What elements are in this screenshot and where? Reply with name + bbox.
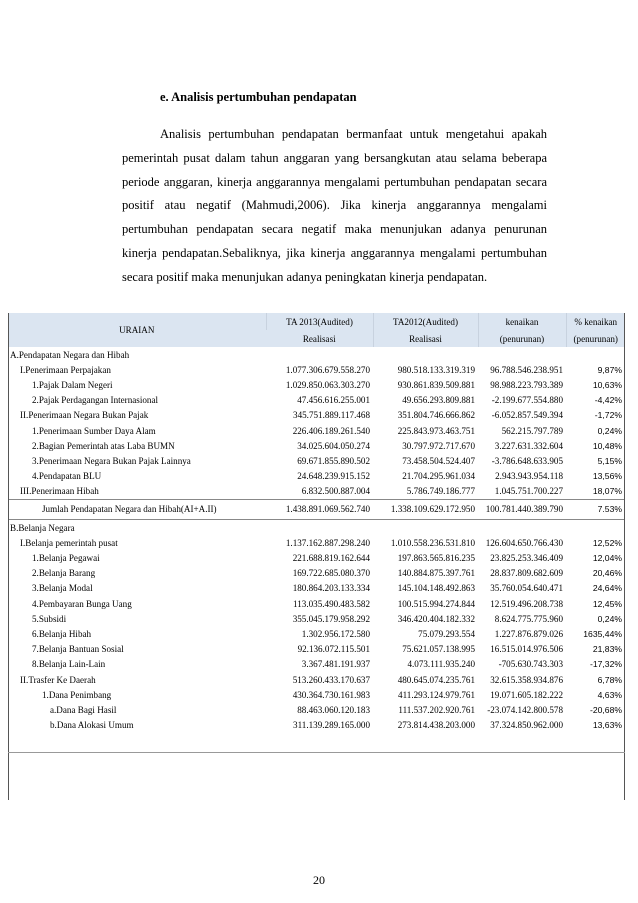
cell-pct: 12,45% xyxy=(592,598,622,609)
paragraph-text: Analisis pertumbuhan pendapatan bermanfaat untuk mengetahui apakah pemerintah pusat dalam tahun anggaran yang bersangkutan atau selama beberapa periode anggaran, kinerja anggarannya mengalami pertumbuhan pendapatan secara positif atau negatif (Mahmudi,2006). Jika kinerja anggarannya mengalami pertumbuhan pendapatan secara negatif maka menunjukan adanya penurunan kinerja pendapatan.Sebaliknya, jika kinerja anggarannya mengalami pertumbuhan secara positif maka menunjukan adanya peningkatan kinerja pendapatan. xyxy=(122,127,547,284)
header-kenaikan-sub: (penurunan) xyxy=(478,330,566,347)
header-pct-sub: (penurunan) xyxy=(566,330,625,347)
cell-pct: 1635,44% xyxy=(583,628,622,639)
row-label: 2.Pajak Perdagangan Internasional xyxy=(32,395,159,406)
cell-pct: 12,04% xyxy=(592,553,622,564)
cell-ta2013 xyxy=(266,347,373,362)
cell-ta2012: 1.338.109.629.172.950 xyxy=(373,499,478,519)
cell-kenaikan: 23.825.253.346.409 xyxy=(490,553,563,564)
cell-pct: 6,78% xyxy=(597,674,622,685)
cell-pct: 7.53% xyxy=(566,499,625,519)
cell-ta2012: 140.884.875.397.761 xyxy=(397,568,475,579)
table-frame-right xyxy=(624,313,625,800)
table-row xyxy=(8,550,625,565)
cell-ta2013: 226.406.189.261.540 xyxy=(292,425,370,436)
row-label: III.Penerimaan Hibah xyxy=(20,486,99,497)
cell-ta2013: 1.077.306.679.558.270 xyxy=(285,364,370,375)
cell-kenaikan: 19.071.605.182.222 xyxy=(490,689,563,700)
cell-kenaikan: -23.074.142.800.578 xyxy=(487,704,563,715)
cell-ta2013: 1.302.956.172.580 xyxy=(301,628,370,639)
row-label: 5.Subsidi xyxy=(32,613,67,624)
cell-ta2012: 145.104.148.492.863 xyxy=(397,583,475,594)
section-heading: e. Analisis pertumbuhan pendapatan xyxy=(160,90,357,104)
header-ta2013: TA 2013(Audited) xyxy=(266,313,373,330)
cell-ta2012: 351.804.746.666.862 xyxy=(397,410,475,421)
cell-kenaikan: 37.324.850.962.000 xyxy=(490,720,563,731)
cell-pct: 0,24% xyxy=(597,613,622,624)
cell-kenaikan: 562.215.797.789 xyxy=(501,425,563,436)
table-row xyxy=(8,596,625,611)
cell-ta2013: 180.864.203.133.334 xyxy=(292,583,370,594)
cell-ta2012: 30.797.972.717.670 xyxy=(402,440,475,451)
cell-ta2013: 113.035.490.483.582 xyxy=(293,598,370,609)
row-label: 2.Bagian Pemerintah atas Laba BUMN xyxy=(32,440,175,451)
cell-ta2013: 311.139.289.165.000 xyxy=(293,720,370,731)
table-frame-left xyxy=(8,313,9,800)
row-label: 1.Belanja Pegawai xyxy=(32,553,100,564)
row-label: 3.Penerimaan Negara Bukan Pajak Lainnya xyxy=(32,455,191,466)
header-ta2013-sub: Realisasi xyxy=(266,330,373,347)
cell-ta2012: 5.786.749.186.777 xyxy=(406,486,475,497)
body-paragraph xyxy=(122,123,547,290)
cell-pct xyxy=(566,347,625,362)
cell-kenaikan: 12.519.496.208.738 xyxy=(490,598,563,609)
table-row xyxy=(8,611,625,626)
cell-ta2013: 1.137.162.887.298.240 xyxy=(285,537,370,548)
cell-kenaikan: 126.604.650.766.430 xyxy=(485,537,563,548)
cell-ta2012: 197.863.565.816.235 xyxy=(397,553,475,564)
table-header xyxy=(8,313,625,347)
cell-ta2012: 1.010.558.236.531.810 xyxy=(390,537,475,548)
cell-ta2012: 100.515.994.274.844 xyxy=(397,598,475,609)
table-row xyxy=(8,520,625,536)
table-row xyxy=(8,469,625,484)
table-row xyxy=(8,377,625,392)
cell-kenaikan: -705.630.743.303 xyxy=(498,659,563,670)
cell-ta2012: 273.814.438.203.000 xyxy=(397,720,475,731)
cell-ta2013: 34.025.604.050.274 xyxy=(297,440,370,451)
table-row xyxy=(8,642,625,657)
cell-ta2013: 221.688.819.162.644 xyxy=(292,553,370,564)
table-row xyxy=(8,499,625,519)
cell-kenaikan: -3.786.648.633.905 xyxy=(491,455,563,466)
cell-pct: 13,56% xyxy=(592,471,622,482)
table-row xyxy=(8,408,625,423)
cell-ta2013: 345.751.889.117.468 xyxy=(293,410,370,421)
cell-pct: 0,24% xyxy=(597,425,622,436)
cell-pct: 12,52% xyxy=(592,537,622,548)
table-row xyxy=(8,347,625,362)
header-ta2012: TA2012(Audited) xyxy=(373,313,478,330)
cell-ta2013: 430.364.730.161.983 xyxy=(292,689,370,700)
cell-pct: -20,68% xyxy=(589,704,622,715)
cell-ta2013: 88.463.060.120.183 xyxy=(297,704,370,715)
row-label: 8.Belanja Lain-Lain xyxy=(32,659,106,670)
cell-kenaikan: 98.988.223.793.389 xyxy=(490,379,563,390)
table-row xyxy=(8,453,625,468)
cell-pct: 18,07% xyxy=(592,486,622,497)
cell-kenaikan: -2.199.677.554.880 xyxy=(491,395,563,406)
row-label: 2.Belanja Barang xyxy=(32,568,96,579)
table-row xyxy=(8,581,625,596)
cell-ta2013: 1.438.891.069.562.740 xyxy=(266,499,373,519)
revenue-growth-table xyxy=(8,313,625,733)
row-label: 4.Pembayaran Bunga Uang xyxy=(32,598,132,609)
cell-ta2013: 1.029.850.063.303.270 xyxy=(285,379,370,390)
cell-ta2012: 4.073.111.935.240 xyxy=(407,659,475,670)
row-label: 1.Dana Penimbang xyxy=(42,689,112,700)
cell-pct: 24,64% xyxy=(592,583,622,594)
table-row xyxy=(8,484,625,500)
cell-ta2013: 69.671.855.890.502 xyxy=(297,455,370,466)
cell-pct: 5,15% xyxy=(597,455,622,466)
cell-kenaikan: 96.788.546.238.951 xyxy=(490,364,563,375)
table-row xyxy=(8,535,625,550)
table-row xyxy=(8,393,625,408)
cell-kenaikan: 32.615.358.934.876 xyxy=(490,674,563,685)
cell-kenaikan: 28.837.809.682.609 xyxy=(490,568,563,579)
row-label: I.Penerimaan Perpajakan xyxy=(20,364,111,375)
cell-pct: 4,63% xyxy=(597,689,622,700)
cell-ta2013: 24.648.239.915.152 xyxy=(297,471,370,482)
page-number: 20 xyxy=(313,873,325,887)
header-pct: % kenaikan xyxy=(566,313,625,330)
table-row xyxy=(8,438,625,453)
cell-kenaikan: 100.781.440.389.790 xyxy=(478,499,566,519)
table-row xyxy=(8,687,625,702)
table-row xyxy=(8,423,625,438)
cell-kenaikan: 35.760.054.640.471 xyxy=(490,583,563,594)
row-label: B.Belanja Negara xyxy=(10,522,75,533)
cell-pct: -4,42% xyxy=(594,395,622,406)
cell-ta2013: 47.456.616.255.001 xyxy=(297,395,370,406)
cell-kenaikan: 1.227.876.879.026 xyxy=(494,628,563,639)
cell-pct: -1,72% xyxy=(594,410,622,421)
row-label: a.Dana Bagi Hasil xyxy=(50,704,117,715)
row-label: A.Pendapatan Negara dan Hibah xyxy=(10,349,130,360)
table-row xyxy=(8,566,625,581)
cell-kenaikan xyxy=(478,520,566,536)
row-label: 1.Pajak Dalam Negeri xyxy=(32,379,113,390)
cell-ta2012: 980.518.133.319.319 xyxy=(397,364,475,375)
table-row xyxy=(8,362,625,377)
cell-pct: 10,63% xyxy=(592,379,622,390)
table-row xyxy=(8,626,625,641)
cell-ta2013: 92.136.072.115.501 xyxy=(297,644,370,655)
cell-ta2012 xyxy=(373,520,478,536)
cell-ta2012: 480.645.074.235.761 xyxy=(397,674,475,685)
cell-ta2013: 169.722.685.080.370 xyxy=(292,568,370,579)
row-label: 7.Belanja Bantuan Sosial xyxy=(32,644,124,655)
table-row xyxy=(8,702,625,717)
cell-kenaikan: 1.045.751.700.227 xyxy=(494,486,563,497)
cell-ta2012 xyxy=(373,347,478,362)
cell-ta2013: 355.045.179.958.292 xyxy=(292,613,370,624)
table-row xyxy=(8,672,625,687)
row-label: II.Penerimaan Negara Bukan Pajak xyxy=(20,410,149,421)
cell-ta2012: 73.458.504.524.407 xyxy=(402,455,475,466)
cell-kenaikan: 8.624.775.775.960 xyxy=(494,613,563,624)
row-label: I.Belanja pemerintah pusat xyxy=(20,537,118,548)
cell-pct: 13,63% xyxy=(592,720,622,731)
header-uraian: URAIAN xyxy=(8,313,266,347)
table-row xyxy=(8,657,625,672)
table-body xyxy=(8,347,625,733)
cell-kenaikan: -6.052.857.549.394 xyxy=(491,410,563,421)
cell-ta2012: 75.621.057.138.995 xyxy=(402,644,475,655)
cell-kenaikan: 16.515.014.976.506 xyxy=(490,644,563,655)
cell-ta2012: 225.843.973.463.751 xyxy=(397,425,475,436)
cell-ta2012: 49.656.293.809.881 xyxy=(402,395,475,406)
cell-pct: 21,83% xyxy=(592,644,622,655)
row-label: 1.Penerimaan Sumber Daya Alam xyxy=(32,425,156,436)
cell-ta2012: 411.293.124.979.761 xyxy=(398,689,475,700)
row-label: 6.Belanja Hibah xyxy=(32,628,92,639)
cell-ta2012: 930.861.839.509.881 xyxy=(397,379,475,390)
cell-ta2012: 346.420.404.182.332 xyxy=(397,613,475,624)
header-ta2012-sub: Realisasi xyxy=(373,330,478,347)
cell-pct xyxy=(566,520,625,536)
cell-ta2012: 21.704.295.961.034 xyxy=(402,471,475,482)
cell-ta2013: 6.832.500.887.004 xyxy=(301,486,370,497)
cell-kenaikan: 3.227.631.332.604 xyxy=(494,440,563,451)
cell-pct: 9,87% xyxy=(597,364,622,375)
header-kenaikan: kenaikan xyxy=(478,313,566,330)
row-label: b.Dana Alokasi Umum xyxy=(50,720,134,731)
cell-kenaikan: 2.943.943.954.118 xyxy=(495,471,563,482)
row-label: 4.Pendapatan BLU xyxy=(32,471,102,482)
cell-kenaikan xyxy=(478,347,566,362)
cell-pct: 10,48% xyxy=(592,440,622,451)
cell-pct: 20,46% xyxy=(592,568,622,579)
cell-ta2013: 513.260.433.170.637 xyxy=(292,674,370,685)
table-bottom-rule xyxy=(8,752,625,753)
cell-ta2012: 75.079.293.554 xyxy=(418,628,475,639)
cell-ta2013: 3.367.481.191.937 xyxy=(301,659,370,670)
table-row xyxy=(8,718,625,733)
row-label: 3.Belanja Modal xyxy=(32,583,93,594)
cell-pct: -17,32% xyxy=(589,659,622,670)
cell-ta2013 xyxy=(266,520,373,536)
cell-ta2012: 111.537.202.920.761 xyxy=(398,704,475,715)
row-label: II.Trasfer Ke Daerah xyxy=(20,674,96,685)
row-label: Jumlah Pendapatan Negara dan Hibah(AI+A.II) xyxy=(8,499,266,519)
